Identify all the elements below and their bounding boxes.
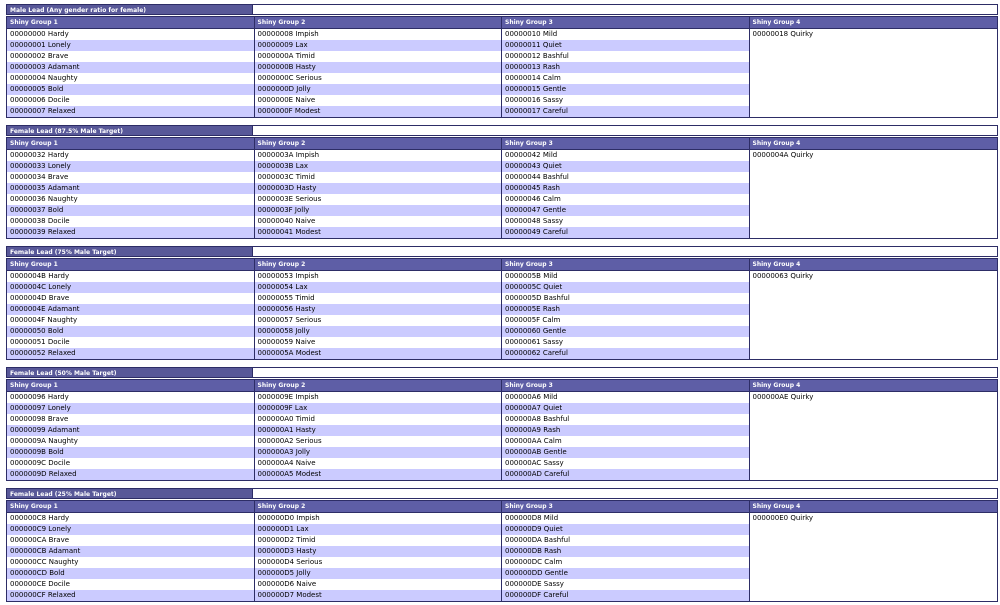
table-row: 00000097 Lonely <box>7 403 254 414</box>
table-row: 00000016 Sassy <box>502 95 749 106</box>
section-title-spacer <box>253 488 998 499</box>
table-row <box>750 282 998 293</box>
shiny-group-header: Shiny Group 1 <box>7 379 254 392</box>
table-row: 00000014 Calm <box>502 73 749 84</box>
table-row: 00000001 Lonely <box>7 40 254 51</box>
table-row: 000000CC Naughty <box>7 557 254 568</box>
table-row: 000000CA Brave <box>7 535 254 546</box>
table-row: 000000DD Gentle <box>502 568 749 579</box>
table-row: 000000A9 Rash <box>502 425 749 436</box>
table-row <box>750 557 998 568</box>
table-row <box>750 95 998 106</box>
section-title: Female Lead (87.5% Male Target) <box>6 125 253 136</box>
table-row: 00000013 Rash <box>502 62 749 73</box>
table-row: 000000D8 Mild <box>502 513 749 524</box>
table-row <box>750 216 998 227</box>
shiny-group-header: Shiny Group 2 <box>255 500 502 513</box>
table-row: 00000038 Docile <box>7 216 254 227</box>
table-row: 000000AA Calm <box>502 436 749 447</box>
shiny-group-header: Shiny Group 4 <box>750 16 998 29</box>
table-row: 0000003D Hasty <box>255 183 502 194</box>
table-row: 00000044 Bashful <box>502 172 749 183</box>
shiny-group-header: Shiny Group 2 <box>255 16 502 29</box>
shiny-group-column <box>750 500 998 601</box>
table-row: 000000D4 Serious <box>255 557 502 568</box>
shiny-group-header: Shiny Group 2 <box>255 137 502 150</box>
table-row: 000000C8 Hardy <box>7 513 254 524</box>
table-row: 00000033 Lonely <box>7 161 254 172</box>
shiny-group-column <box>750 258 998 359</box>
table-row: 000000D1 Lax <box>255 524 502 535</box>
table-row: 00000017 Careful <box>502 106 749 117</box>
table-row <box>750 73 998 84</box>
section-title: Female Lead (50% Male Target) <box>6 367 253 378</box>
table-row: 00000053 Impish <box>255 271 502 282</box>
table-row <box>750 194 998 205</box>
table-row: 0000003E Serious <box>255 194 502 205</box>
table-row: 0000004F Naughty <box>7 315 254 326</box>
table-row: 00000032 Hardy <box>7 150 254 161</box>
table-row: 00000096 Hardy <box>7 392 254 403</box>
table-row <box>750 315 998 326</box>
table-row <box>750 535 998 546</box>
table-row: 0000000F Modest <box>255 106 502 117</box>
table-row: 000000C9 Lonely <box>7 524 254 535</box>
table-row: 0000003F Jolly <box>255 205 502 216</box>
table-row <box>750 403 998 414</box>
nature-table-section <box>6 488 998 602</box>
table-row: 00000046 Calm <box>502 194 749 205</box>
table-row: 00000052 Relaxed <box>7 348 254 359</box>
shiny-group-header: Shiny Group 4 <box>750 258 998 271</box>
section-title-spacer <box>253 367 998 378</box>
table-row: 000000E0 Quirky <box>750 513 998 524</box>
table-row <box>750 414 998 425</box>
table-row: 0000009B Bold <box>7 447 254 458</box>
shiny-group-column <box>750 137 998 238</box>
table-row: 0000004E Adamant <box>7 304 254 315</box>
table-row: 00000057 Serious <box>255 315 502 326</box>
table-row: 00000034 Brave <box>7 172 254 183</box>
table-row <box>750 348 998 359</box>
table-row <box>750 568 998 579</box>
table-row: 000000DA Bashful <box>502 535 749 546</box>
table-row: 00000058 Jolly <box>255 326 502 337</box>
table-row <box>750 447 998 458</box>
table-row: 0000004B Hardy <box>7 271 254 282</box>
table-row: 0000009F Lax <box>255 403 502 414</box>
table-row <box>750 469 998 480</box>
table-row: 0000004D Brave <box>7 293 254 304</box>
table-row: 0000005F Calm <box>502 315 749 326</box>
table-row: 00000039 Relaxed <box>7 227 254 238</box>
table-row: 00000047 Gentle <box>502 205 749 216</box>
table-row: 00000002 Brave <box>7 51 254 62</box>
shiny-group-columns <box>6 137 998 239</box>
shiny-group-column <box>502 137 750 238</box>
table-row: 0000004A Quirky <box>750 150 998 161</box>
shiny-group-header: Shiny Group 1 <box>7 500 254 513</box>
table-row: 00000004 Naughty <box>7 73 254 84</box>
table-row: 0000003C Timid <box>255 172 502 183</box>
table-row: 00000041 Modest <box>255 227 502 238</box>
shiny-group-header: Shiny Group 4 <box>750 500 998 513</box>
shiny-group-header: Shiny Group 4 <box>750 137 998 150</box>
shiny-group-column <box>502 379 750 480</box>
table-row: 00000059 Naive <box>255 337 502 348</box>
shiny-group-columns <box>6 16 998 118</box>
table-row <box>750 436 998 447</box>
table-row <box>750 51 998 62</box>
shiny-group-column <box>7 137 255 238</box>
shiny-group-header: Shiny Group 3 <box>502 379 749 392</box>
table-row: 000000AB Gentle <box>502 447 749 458</box>
table-row: 00000015 Gentle <box>502 84 749 95</box>
table-row: 0000000D Jolly <box>255 84 502 95</box>
section-header <box>6 488 998 500</box>
shiny-group-column <box>255 16 503 117</box>
table-row: 00000048 Sassy <box>502 216 749 227</box>
shiny-group-column <box>7 16 255 117</box>
table-row: 0000005A Modest <box>255 348 502 359</box>
shiny-group-column <box>750 379 998 480</box>
section-header <box>6 4 998 16</box>
shiny-group-column <box>750 16 998 117</box>
table-row <box>750 62 998 73</box>
table-row: 000000A8 Bashful <box>502 414 749 425</box>
table-row: 000000CF Relaxed <box>7 590 254 601</box>
section-title: Female Lead (75% Male Target) <box>6 246 253 257</box>
table-row <box>750 337 998 348</box>
section-header <box>6 367 998 379</box>
table-row: 000000D5 Jolly <box>255 568 502 579</box>
table-row: 00000061 Sassy <box>502 337 749 348</box>
shiny-group-columns <box>6 258 998 360</box>
shiny-group-header: Shiny Group 1 <box>7 137 254 150</box>
table-row: 000000DE Sassy <box>502 579 749 590</box>
table-row <box>750 590 998 601</box>
shiny-group-column <box>255 379 503 480</box>
nature-table-section <box>6 246 998 360</box>
table-row: 000000DC Calm <box>502 557 749 568</box>
table-row: 000000D2 Timid <box>255 535 502 546</box>
table-row: 000000A2 Serious <box>255 436 502 447</box>
nature-table-section <box>6 4 998 118</box>
shiny-group-header: Shiny Group 3 <box>502 500 749 513</box>
shiny-group-column <box>255 137 503 238</box>
table-row: 000000A4 Naive <box>255 458 502 469</box>
table-row <box>750 304 998 315</box>
table-row: 00000006 Docile <box>7 95 254 106</box>
table-row: 000000A1 Hasty <box>255 425 502 436</box>
shiny-group-column <box>255 258 503 359</box>
section-title-spacer <box>253 125 998 136</box>
shiny-group-column <box>502 16 750 117</box>
table-row: 000000CB Adamant <box>7 546 254 557</box>
table-row: 000000DB Rash <box>502 546 749 557</box>
shiny-group-header: Shiny Group 4 <box>750 379 998 392</box>
table-row: 0000000B Hasty <box>255 62 502 73</box>
table-row: 00000008 Impish <box>255 29 502 40</box>
shiny-group-column <box>502 500 750 601</box>
table-row: 00000035 Adamant <box>7 183 254 194</box>
table-row: 00000010 Mild <box>502 29 749 40</box>
table-row: 0000009A Naughty <box>7 436 254 447</box>
table-row <box>750 579 998 590</box>
shiny-group-header: Shiny Group 1 <box>7 16 254 29</box>
table-row: 00000012 Bashful <box>502 51 749 62</box>
table-row: 000000D7 Modest <box>255 590 502 601</box>
table-row: 00000045 Rash <box>502 183 749 194</box>
table-row: 000000DF Careful <box>502 590 749 601</box>
section-header <box>6 125 998 137</box>
shiny-group-header: Shiny Group 2 <box>255 379 502 392</box>
table-row <box>750 106 998 117</box>
table-row: 0000009E Impish <box>255 392 502 403</box>
table-row: 0000005C Quiet <box>502 282 749 293</box>
table-row <box>750 293 998 304</box>
table-row <box>750 524 998 535</box>
shiny-group-column <box>502 258 750 359</box>
table-row: 00000099 Adamant <box>7 425 254 436</box>
table-row: 0000000C Serious <box>255 73 502 84</box>
table-row: 00000056 Hasty <box>255 304 502 315</box>
table-row: 00000049 Careful <box>502 227 749 238</box>
table-row: 000000CE Docile <box>7 579 254 590</box>
table-row <box>750 205 998 216</box>
table-row: 0000000A Timid <box>255 51 502 62</box>
section-title-spacer <box>253 4 998 15</box>
table-row: 000000D9 Quiet <box>502 524 749 535</box>
section-title-spacer <box>253 246 998 257</box>
shiny-group-header: Shiny Group 2 <box>255 258 502 271</box>
table-row: 000000A7 Quiet <box>502 403 749 414</box>
table-row: 00000040 Naive <box>255 216 502 227</box>
table-row: 00000018 Quirky <box>750 29 998 40</box>
table-row: 000000A6 Mild <box>502 392 749 403</box>
table-row: 0000009C Docile <box>7 458 254 469</box>
table-row: 00000011 Quiet <box>502 40 749 51</box>
table-row: 0000003A Impish <box>255 150 502 161</box>
table-row: 0000003B Lax <box>255 161 502 172</box>
table-row <box>750 172 998 183</box>
table-row: 00000051 Docile <box>7 337 254 348</box>
table-row: 000000D6 Naive <box>255 579 502 590</box>
nature-table-section <box>6 367 998 481</box>
shiny-group-column <box>7 379 255 480</box>
table-row: 000000CD Bold <box>7 568 254 579</box>
table-row: 00000062 Careful <box>502 348 749 359</box>
shiny-group-header: Shiny Group 3 <box>502 258 749 271</box>
shiny-group-column <box>7 500 255 601</box>
table-row: 0000005D Bashful <box>502 293 749 304</box>
section-title: Male Lead (Any gender ratio for female) <box>6 4 253 15</box>
section-header <box>6 246 998 258</box>
table-row: 00000000 Hardy <box>7 29 254 40</box>
table-row <box>750 458 998 469</box>
shiny-group-header: Shiny Group 1 <box>7 258 254 271</box>
table-row: 000000A0 Timid <box>255 414 502 425</box>
table-row: 00000054 Lax <box>255 282 502 293</box>
table-row: 00000042 Mild <box>502 150 749 161</box>
table-row: 000000A5 Modest <box>255 469 502 480</box>
table-row: 00000037 Bold <box>7 205 254 216</box>
shiny-group-column <box>7 258 255 359</box>
table-row <box>750 425 998 436</box>
table-row: 000000AE Quirky <box>750 392 998 403</box>
shiny-group-column <box>255 500 503 601</box>
table-row: 000000AC Sassy <box>502 458 749 469</box>
table-row: 000000D3 Hasty <box>255 546 502 557</box>
shiny-group-columns <box>6 379 998 481</box>
table-row: 000000D0 Impish <box>255 513 502 524</box>
table-row: 000000A3 Jolly <box>255 447 502 458</box>
table-row <box>750 84 998 95</box>
table-row <box>750 183 998 194</box>
table-row: 0000005E Rash <box>502 304 749 315</box>
table-row <box>750 326 998 337</box>
shiny-group-columns <box>6 500 998 602</box>
shiny-group-header: Shiny Group 3 <box>502 137 749 150</box>
shiny-group-header: Shiny Group 3 <box>502 16 749 29</box>
table-row: 00000036 Naughty <box>7 194 254 205</box>
table-row <box>750 227 998 238</box>
nature-table-section <box>6 125 998 239</box>
table-row <box>750 40 998 51</box>
table-row: 00000005 Bold <box>7 84 254 95</box>
table-row <box>750 546 998 557</box>
table-row: 00000003 Adamant <box>7 62 254 73</box>
section-title: Female Lead (25% Male Target) <box>6 488 253 499</box>
table-row: 00000063 Quirky <box>750 271 998 282</box>
table-row: 000000AD Careful <box>502 469 749 480</box>
table-row: 00000007 Relaxed <box>7 106 254 117</box>
table-row: 0000000E Naive <box>255 95 502 106</box>
table-row: 00000009 Lax <box>255 40 502 51</box>
table-row: 00000043 Quiet <box>502 161 749 172</box>
table-row: 0000009D Relaxed <box>7 469 254 480</box>
table-row: 00000098 Brave <box>7 414 254 425</box>
table-row: 0000005B Mild <box>502 271 749 282</box>
table-row: 0000004C Lonely <box>7 282 254 293</box>
table-row: 00000060 Gentle <box>502 326 749 337</box>
table-row: 00000050 Bold <box>7 326 254 337</box>
table-row <box>750 161 998 172</box>
table-row: 00000055 Timid <box>255 293 502 304</box>
